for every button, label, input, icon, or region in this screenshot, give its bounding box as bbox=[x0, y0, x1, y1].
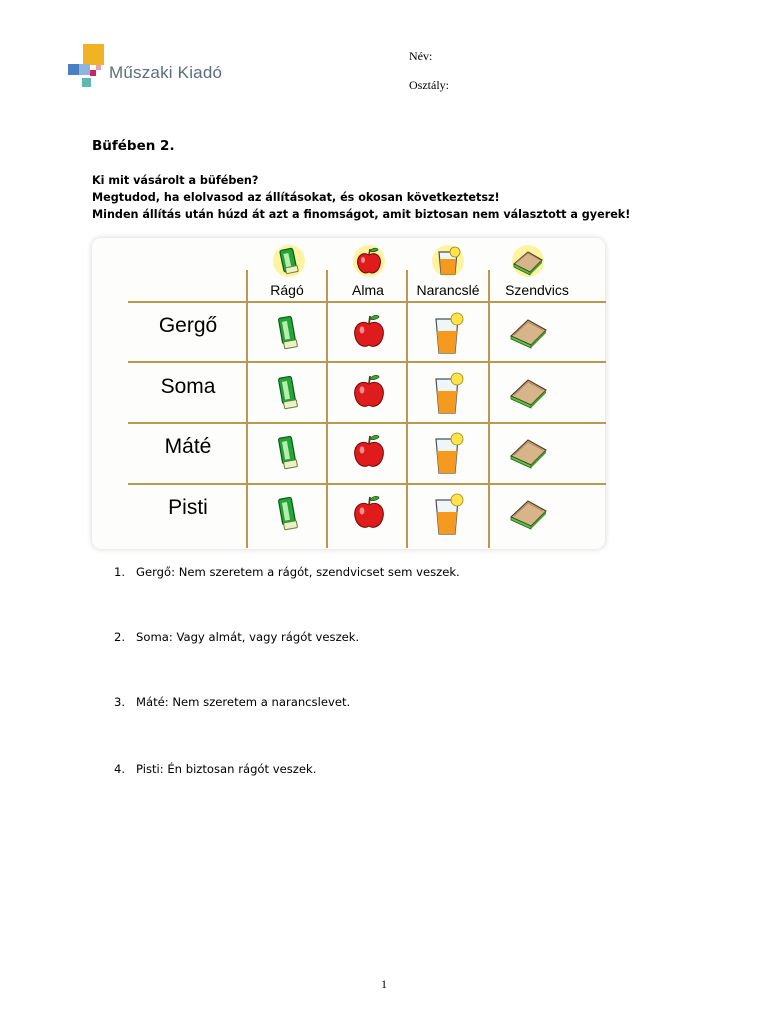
table-row-line bbox=[128, 422, 606, 424]
gum-icon bbox=[275, 313, 301, 353]
name-label: Név: bbox=[409, 49, 433, 63]
instruction-line: Minden állítás után húzd át azt a finomságot, amit biztosan nem választott a gyerek! bbox=[92, 208, 631, 221]
table-col-line bbox=[246, 270, 248, 548]
sandwich-icon bbox=[508, 434, 550, 470]
class-label: Osztály: bbox=[409, 78, 449, 92]
orange-juice-icon bbox=[430, 311, 466, 355]
statement-text: Pisti: Én biztosan rágót veszek. bbox=[136, 762, 317, 776]
sandwich-icon bbox=[508, 495, 550, 531]
statement-item bbox=[114, 565, 460, 579]
table-row-line bbox=[128, 361, 606, 363]
gum-icon bbox=[275, 433, 301, 473]
statement-item bbox=[114, 630, 359, 644]
sandwich-icon bbox=[508, 314, 550, 350]
gum-icon bbox=[272, 244, 306, 278]
row-label-soma: Soma bbox=[160, 375, 216, 398]
sandwich-icon bbox=[510, 244, 546, 278]
statement-text: Máté: Nem szeretem a narancslevet. bbox=[136, 695, 351, 709]
orange-juice-icon bbox=[430, 492, 466, 536]
orange-juice-icon bbox=[430, 371, 466, 415]
statement-number: 4. bbox=[114, 762, 126, 776]
statement-number: 1. bbox=[114, 565, 126, 579]
column-header-narancsle: Narancslé bbox=[416, 282, 480, 298]
statement-text: Gergő: Nem szeretem a rágót, szendvicset sem veszek. bbox=[136, 565, 460, 579]
statement-number: 2. bbox=[114, 630, 126, 644]
apple-icon bbox=[350, 371, 388, 411]
table-row-line bbox=[128, 483, 606, 485]
statement-item bbox=[114, 762, 316, 776]
orange-juice-icon bbox=[431, 244, 465, 278]
orange-juice-icon bbox=[430, 431, 466, 475]
column-header-rago: Rágó bbox=[270, 282, 304, 298]
instruction-line: Ki mit vásárolt a büfében? bbox=[92, 174, 259, 187]
statement-number: 3. bbox=[114, 695, 126, 709]
apple-icon bbox=[350, 431, 388, 471]
sandwich-icon bbox=[508, 374, 550, 410]
table-col-line bbox=[326, 270, 328, 548]
row-label-pisti: Pisti bbox=[168, 496, 208, 519]
statement-text: Soma: Vagy almát, vagy rágót veszek. bbox=[136, 630, 360, 644]
column-header-szendvics: Szendvics bbox=[505, 282, 569, 298]
table-col-line bbox=[488, 270, 490, 548]
worksheet-title: Büfében 2. bbox=[92, 138, 175, 154]
row-label-mate: Máté bbox=[164, 435, 212, 458]
page-number: 1 bbox=[381, 977, 387, 991]
table-col-line bbox=[406, 270, 408, 548]
apple-icon bbox=[352, 244, 386, 278]
gum-icon bbox=[275, 373, 301, 413]
instruction-line: Megtudod, ha elolvasod az állításokat, és okosan következtetsz! bbox=[92, 191, 500, 204]
column-header-alma: Alma bbox=[352, 282, 384, 298]
row-label-gergo: Gergő bbox=[158, 314, 218, 337]
gum-icon bbox=[275, 494, 301, 534]
apple-icon bbox=[350, 492, 388, 532]
logo-text: Műszaki Kiadó bbox=[109, 63, 223, 82]
apple-icon bbox=[350, 311, 388, 351]
statement-item bbox=[114, 695, 350, 709]
table-header-line bbox=[128, 301, 606, 303]
